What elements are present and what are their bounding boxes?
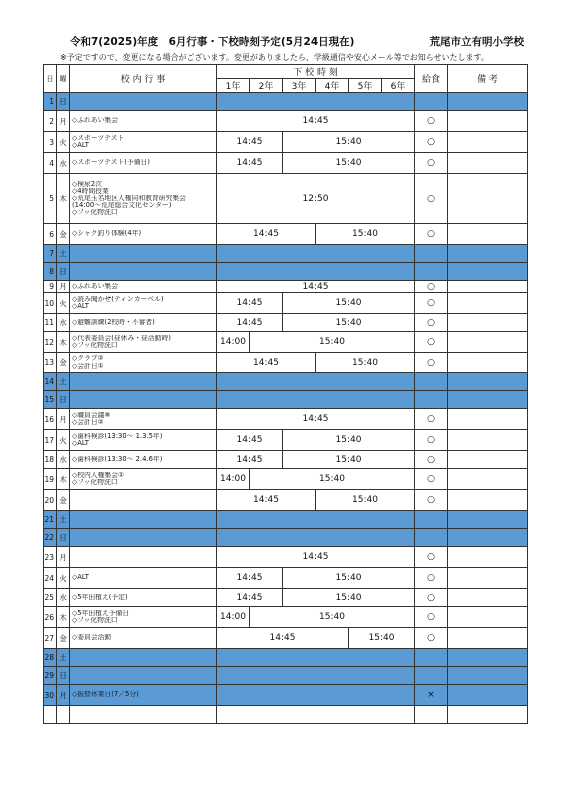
schedule-row: [44, 490, 528, 511]
events-cell: [70, 409, 217, 430]
dismissal-time: 15:40: [316, 353, 415, 373]
events-cell: [70, 281, 217, 293]
lunch-cell: ○: [415, 293, 448, 314]
dismissal-time: 15:40: [283, 451, 415, 469]
dismissal-time: 15:40: [316, 490, 415, 511]
schedule-row: [44, 174, 528, 224]
events-cell: [70, 373, 217, 391]
notes-cell: [448, 547, 528, 568]
lunch-cell: ○: [415, 224, 448, 245]
dismissal-time: 14:45: [217, 589, 283, 607]
lunch-cell: ○: [415, 430, 448, 451]
dow-cell: 日: [57, 93, 70, 111]
event-item: ◇シャク釣り体験(4年): [72, 230, 142, 238]
dismissal-time: 14:45: [217, 132, 283, 153]
grade-header: 6年: [382, 79, 415, 93]
dismissal-cell: [217, 529, 415, 547]
day-cell: 9: [44, 281, 57, 293]
dismissal-time: 15:40: [316, 224, 415, 245]
day-cell: 15: [44, 391, 57, 409]
dow-cell: 水: [57, 451, 70, 469]
notes-cell: [448, 469, 528, 490]
day-cell: 30: [44, 685, 57, 706]
schedule-row: [44, 263, 528, 281]
event-item: ◇ふれあい集会: [72, 282, 119, 290]
header-dismissal: 下 校 時 刻: [217, 65, 415, 79]
grade-header: 1年: [217, 79, 250, 93]
dismissal-time: 14:45: [217, 451, 283, 469]
lunch-cell: ○: [415, 469, 448, 490]
header-day: 日: [44, 65, 57, 93]
events-cell: [70, 628, 217, 649]
dow-cell: 水: [57, 314, 70, 332]
day-cell: 18: [44, 451, 57, 469]
lunch-cell: [415, 706, 448, 724]
dow-cell: 水: [57, 153, 70, 174]
dismissal-time: 14:00: [217, 607, 250, 628]
grade-header: 5年: [349, 79, 382, 93]
events-cell: [70, 469, 217, 490]
event-item: ◇ALT: [72, 574, 89, 582]
lunch-cell: ○: [415, 132, 448, 153]
event-item: (14:00～荒尾総合文化センター): [72, 202, 172, 210]
day-cell: 13: [44, 353, 57, 373]
schedule-row: [44, 667, 528, 685]
day-cell: 8: [44, 263, 57, 281]
day-cell: 25: [44, 589, 57, 607]
dismissal-time: 14:45: [217, 568, 283, 589]
day-cell: 6: [44, 224, 57, 245]
events-cell: [70, 430, 217, 451]
event-item: ◇校内人権集会①: [72, 471, 125, 479]
schedule-row: [44, 281, 528, 293]
event-item: ◇5年田植え予備日: [72, 609, 130, 617]
day-cell: 12: [44, 332, 57, 353]
events-cell: [70, 93, 217, 111]
events-cell: [70, 314, 217, 332]
lunch-cell: [415, 93, 448, 111]
dismissal-time: 14:45: [217, 153, 283, 174]
schedule-row: [44, 469, 528, 490]
event-item: ◇会計日①: [72, 362, 104, 370]
notes-cell: [448, 529, 528, 547]
day-cell: 10: [44, 293, 57, 314]
events-cell: [70, 451, 217, 469]
schedule-row: [44, 293, 528, 314]
day-cell: 14: [44, 373, 57, 391]
dismissal-time: 15:40: [283, 314, 415, 332]
dismissal-cell: [217, 93, 415, 111]
notes-cell: [448, 649, 528, 667]
dow-cell: 土: [57, 373, 70, 391]
day-cell: 5: [44, 174, 57, 224]
schedule-row: [44, 111, 528, 132]
dow-cell: 日: [57, 391, 70, 409]
event-item: ◇スポーツテスト(予備日): [72, 159, 150, 167]
notes-cell: [448, 132, 528, 153]
grade-header: 3年: [283, 79, 316, 93]
events-cell: [70, 353, 217, 373]
lunch-cell: ○: [415, 174, 448, 224]
events-cell: [70, 529, 217, 547]
schedule-row: [44, 409, 528, 430]
events-cell: [70, 667, 217, 685]
events-cell: [70, 511, 217, 529]
dismissal-cell: [217, 667, 415, 685]
notes-cell: [448, 706, 528, 724]
dismissal-time: 14:45: [217, 409, 415, 430]
day-cell: 28: [44, 649, 57, 667]
dow-cell: 月: [57, 409, 70, 430]
dismissal-time: 15:40: [283, 589, 415, 607]
dismissal-cell: [217, 649, 415, 667]
notes-cell: [448, 511, 528, 529]
dow-cell: 水: [57, 589, 70, 607]
notice-text: ※予定ですので、変更になる場合がございます。変更がありましたら、学級通信や安心メール等でお知らせいたします。: [60, 53, 489, 62]
lunch-cell: ○: [415, 568, 448, 589]
dismissal-cell: [217, 391, 415, 409]
notes-cell: [448, 451, 528, 469]
notes-cell: [448, 430, 528, 451]
dismissal-cell: [217, 685, 415, 706]
header-events: 校 内 行 事: [70, 65, 217, 93]
dismissal-time: 15:40: [250, 332, 415, 353]
notes-cell: [448, 589, 528, 607]
events-cell: [70, 490, 217, 511]
events-cell: [70, 607, 217, 628]
event-item: ◇ALT: [72, 142, 89, 149]
dismissal-time: 15:40: [250, 607, 415, 628]
schedule-row: [44, 529, 528, 547]
dismissal-time: 15:40: [283, 568, 415, 589]
header-lunch: 給食: [415, 65, 448, 93]
dismissal-cell: [217, 245, 415, 263]
event-item: ◇フッ化物洗口: [72, 479, 118, 486]
notes-cell: [448, 391, 528, 409]
event-item: ◇フッ化物洗口: [72, 617, 118, 624]
event-item: ◇フッ化物洗口: [72, 342, 118, 349]
dismissal-cell: [217, 263, 415, 281]
event-item: ◇フッ化物洗口: [72, 209, 118, 217]
event-item: ◇振替休業日(7／5分): [72, 691, 139, 699]
notes-cell: [448, 667, 528, 685]
schedule-row: [44, 706, 528, 724]
schedule-row: [44, 314, 528, 332]
lunch-cell: [415, 245, 448, 263]
day-cell: 7: [44, 245, 57, 263]
day-cell: 27: [44, 628, 57, 649]
event-item: ◇代表委員会(昼休み・昼活動時): [72, 334, 171, 342]
day-cell: 11: [44, 314, 57, 332]
dismissal-cell: [217, 373, 415, 391]
events-cell: [70, 649, 217, 667]
dismissal-time: 14:00: [217, 332, 250, 353]
event-item: ◇4時間授業: [72, 187, 109, 195]
event-item: ◇ALT: [72, 303, 89, 310]
event-item: ◇検尿2次: [72, 180, 102, 188]
dow-cell: 火: [57, 568, 70, 589]
dow-cell: 土: [57, 649, 70, 667]
events-cell: [70, 245, 217, 263]
day-cell: 4: [44, 153, 57, 174]
event-item: ◇ALT: [72, 440, 89, 447]
dow-cell: 木: [57, 174, 70, 224]
dismissal-time: 14:45: [217, 281, 415, 293]
day-cell: 17: [44, 430, 57, 451]
notes-cell: [448, 263, 528, 281]
notes-cell: [448, 153, 528, 174]
lunch-cell: [415, 263, 448, 281]
day-cell: 29: [44, 667, 57, 685]
dismissal-time: 15:40: [283, 293, 415, 314]
dismissal-time: 14:45: [217, 430, 283, 451]
events-cell: [70, 568, 217, 589]
schedule-row: [44, 649, 528, 667]
lunch-cell: ○: [415, 490, 448, 511]
schedule-row: [44, 589, 528, 607]
lunch-cell: ○: [415, 332, 448, 353]
dow-cell: 火: [57, 430, 70, 451]
day-cell: 1: [44, 93, 57, 111]
lunch-cell: [415, 529, 448, 547]
page-title: 令和7(2025)年度 6月行事・下校時刻予定(5月24日現在): [70, 36, 355, 48]
dismissal-time: 15:40: [250, 469, 415, 490]
events-cell: [70, 153, 217, 174]
day-cell: 22: [44, 529, 57, 547]
events-cell: [70, 391, 217, 409]
school-name: 荒尾市立有明小学校: [429, 36, 524, 48]
schedule-row: [44, 245, 528, 263]
notes-cell: [448, 224, 528, 245]
lunch-cell: [415, 391, 448, 409]
day-cell: [44, 706, 57, 724]
event-item: ◇歯科検診(13:30～ 2.4.6年): [72, 455, 163, 463]
dow-cell: 月: [57, 685, 70, 706]
notes-cell: [448, 93, 528, 111]
dismissal-cell: [217, 706, 415, 724]
lunch-cell: ○: [415, 451, 448, 469]
event-item: ◇スポーツテスト: [72, 134, 125, 142]
notes-cell: [448, 332, 528, 353]
notes-cell: [448, 628, 528, 649]
dow-cell: 木: [57, 332, 70, 353]
lunch-cell: ○: [415, 409, 448, 430]
dismissal-time: 14:45: [217, 314, 283, 332]
event-item: ◇避難訓練(2校時・不審者): [72, 318, 155, 326]
dow-cell: 金: [57, 490, 70, 511]
dow-cell: 日: [57, 263, 70, 281]
event-item: ◇歯科検診(13:30～ 1.3.5年): [72, 432, 163, 440]
notes-cell: [448, 568, 528, 589]
event-item: ◇荒尾玉名地区人権同和教育研究集会: [72, 194, 186, 202]
dismissal-time: 14:45: [217, 293, 283, 314]
day-cell: 24: [44, 568, 57, 589]
grade-header: 2年: [250, 79, 283, 93]
notes-cell: [448, 245, 528, 263]
lunch-cell: ○: [415, 353, 448, 373]
schedule-row: [44, 93, 528, 111]
dow-cell: 月: [57, 111, 70, 132]
event-item: ◇5年田植え(予定): [72, 593, 128, 601]
schedule-row: [44, 430, 528, 451]
dismissal-time: 14:45: [217, 224, 316, 245]
dow-cell: 金: [57, 628, 70, 649]
event-item: ◇読み聞かせ(ティンカーベル): [72, 295, 164, 303]
dow-cell: 火: [57, 293, 70, 314]
schedule-row: [44, 153, 528, 174]
events-cell: [70, 332, 217, 353]
schedule-row: [44, 224, 528, 245]
dismissal-time: 14:45: [217, 353, 316, 373]
events-cell: [70, 174, 217, 224]
schedule-row: [44, 353, 528, 373]
dismissal-time: 14:45: [217, 547, 415, 568]
event-item: ◇会計日②: [72, 419, 104, 426]
event-item: ◇クラブ②: [72, 355, 104, 363]
dismissal-time: 14:45: [217, 111, 415, 132]
day-cell: 16: [44, 409, 57, 430]
schedule-row: [44, 391, 528, 409]
lunch-cell: [415, 649, 448, 667]
notes-cell: [448, 281, 528, 293]
events-cell: [70, 685, 217, 706]
dow-cell: 金: [57, 353, 70, 373]
schedule-row: [44, 511, 528, 529]
day-cell: 2: [44, 111, 57, 132]
schedule-row: [44, 685, 528, 706]
events-cell: [70, 293, 217, 314]
event-item: ◇ふれあい集会: [72, 117, 119, 125]
lunch-cell: ○: [415, 281, 448, 293]
day-cell: 19: [44, 469, 57, 490]
dismissal-time: 14:45: [217, 490, 316, 511]
dismissal-time: 14:00: [217, 469, 250, 490]
dow-cell: 日: [57, 529, 70, 547]
events-cell: [70, 547, 217, 568]
lunch-cell: ○: [415, 547, 448, 568]
events-cell: [70, 132, 217, 153]
events-cell: [70, 224, 217, 245]
schedule-row: [44, 547, 528, 568]
notes-cell: [448, 685, 528, 706]
notes-cell: [448, 174, 528, 224]
notes-cell: [448, 293, 528, 314]
events-cell: [70, 111, 217, 132]
grade-header: 4年: [316, 79, 349, 93]
dismissal-time: 15:40: [283, 132, 415, 153]
schedule-row: [44, 332, 528, 353]
notes-cell: [448, 111, 528, 132]
schedule-row: [44, 568, 528, 589]
events-cell: [70, 706, 217, 724]
lunch-cell: [415, 511, 448, 529]
day-cell: 20: [44, 490, 57, 511]
schedule-row: [44, 451, 528, 469]
schedule-row: [44, 628, 528, 649]
dismissal-cell: [217, 511, 415, 529]
dow-cell: 月: [57, 281, 70, 293]
dow-cell: [57, 706, 70, 724]
notes-cell: [448, 607, 528, 628]
lunch-cell: ○: [415, 628, 448, 649]
notes-cell: [448, 409, 528, 430]
day-cell: 23: [44, 547, 57, 568]
dow-cell: 火: [57, 132, 70, 153]
event-item: ◇委員会活動: [72, 634, 112, 642]
event-item: ◇職員会議⑧: [72, 411, 111, 419]
notes-cell: [448, 314, 528, 332]
dismissal-time: 14:45: [217, 628, 349, 649]
lunch-cell: ○: [415, 314, 448, 332]
day-cell: 26: [44, 607, 57, 628]
events-cell: [70, 589, 217, 607]
schedule-row: [44, 132, 528, 153]
dow-cell: 土: [57, 245, 70, 263]
schedule-table: [43, 64, 528, 724]
lunch-cell: ○: [415, 153, 448, 174]
dow-cell: 木: [57, 469, 70, 490]
dow-cell: 木: [57, 607, 70, 628]
schedule-row: [44, 607, 528, 628]
notes-cell: [448, 353, 528, 373]
lunch-cell: [415, 667, 448, 685]
dow-cell: 月: [57, 547, 70, 568]
dow-cell: 日: [57, 667, 70, 685]
header-dow: 曜: [57, 65, 70, 93]
lunch-cell: ○: [415, 607, 448, 628]
lunch-cell: ×: [415, 685, 448, 706]
notes-cell: [448, 490, 528, 511]
dismissal-time: 15:40: [283, 153, 415, 174]
events-cell: [70, 263, 217, 281]
dow-cell: 土: [57, 511, 70, 529]
lunch-cell: [415, 373, 448, 391]
dismissal-time: 12:50: [217, 174, 415, 224]
lunch-cell: ○: [415, 589, 448, 607]
notes-cell: [448, 373, 528, 391]
day-cell: 3: [44, 132, 57, 153]
dismissal-time: 15:40: [349, 628, 415, 649]
lunch-cell: ○: [415, 111, 448, 132]
day-cell: 21: [44, 511, 57, 529]
dismissal-time: 15:40: [283, 430, 415, 451]
header-notes: 備 考: [448, 65, 528, 93]
dow-cell: 金: [57, 224, 70, 245]
schedule-row: [44, 373, 528, 391]
